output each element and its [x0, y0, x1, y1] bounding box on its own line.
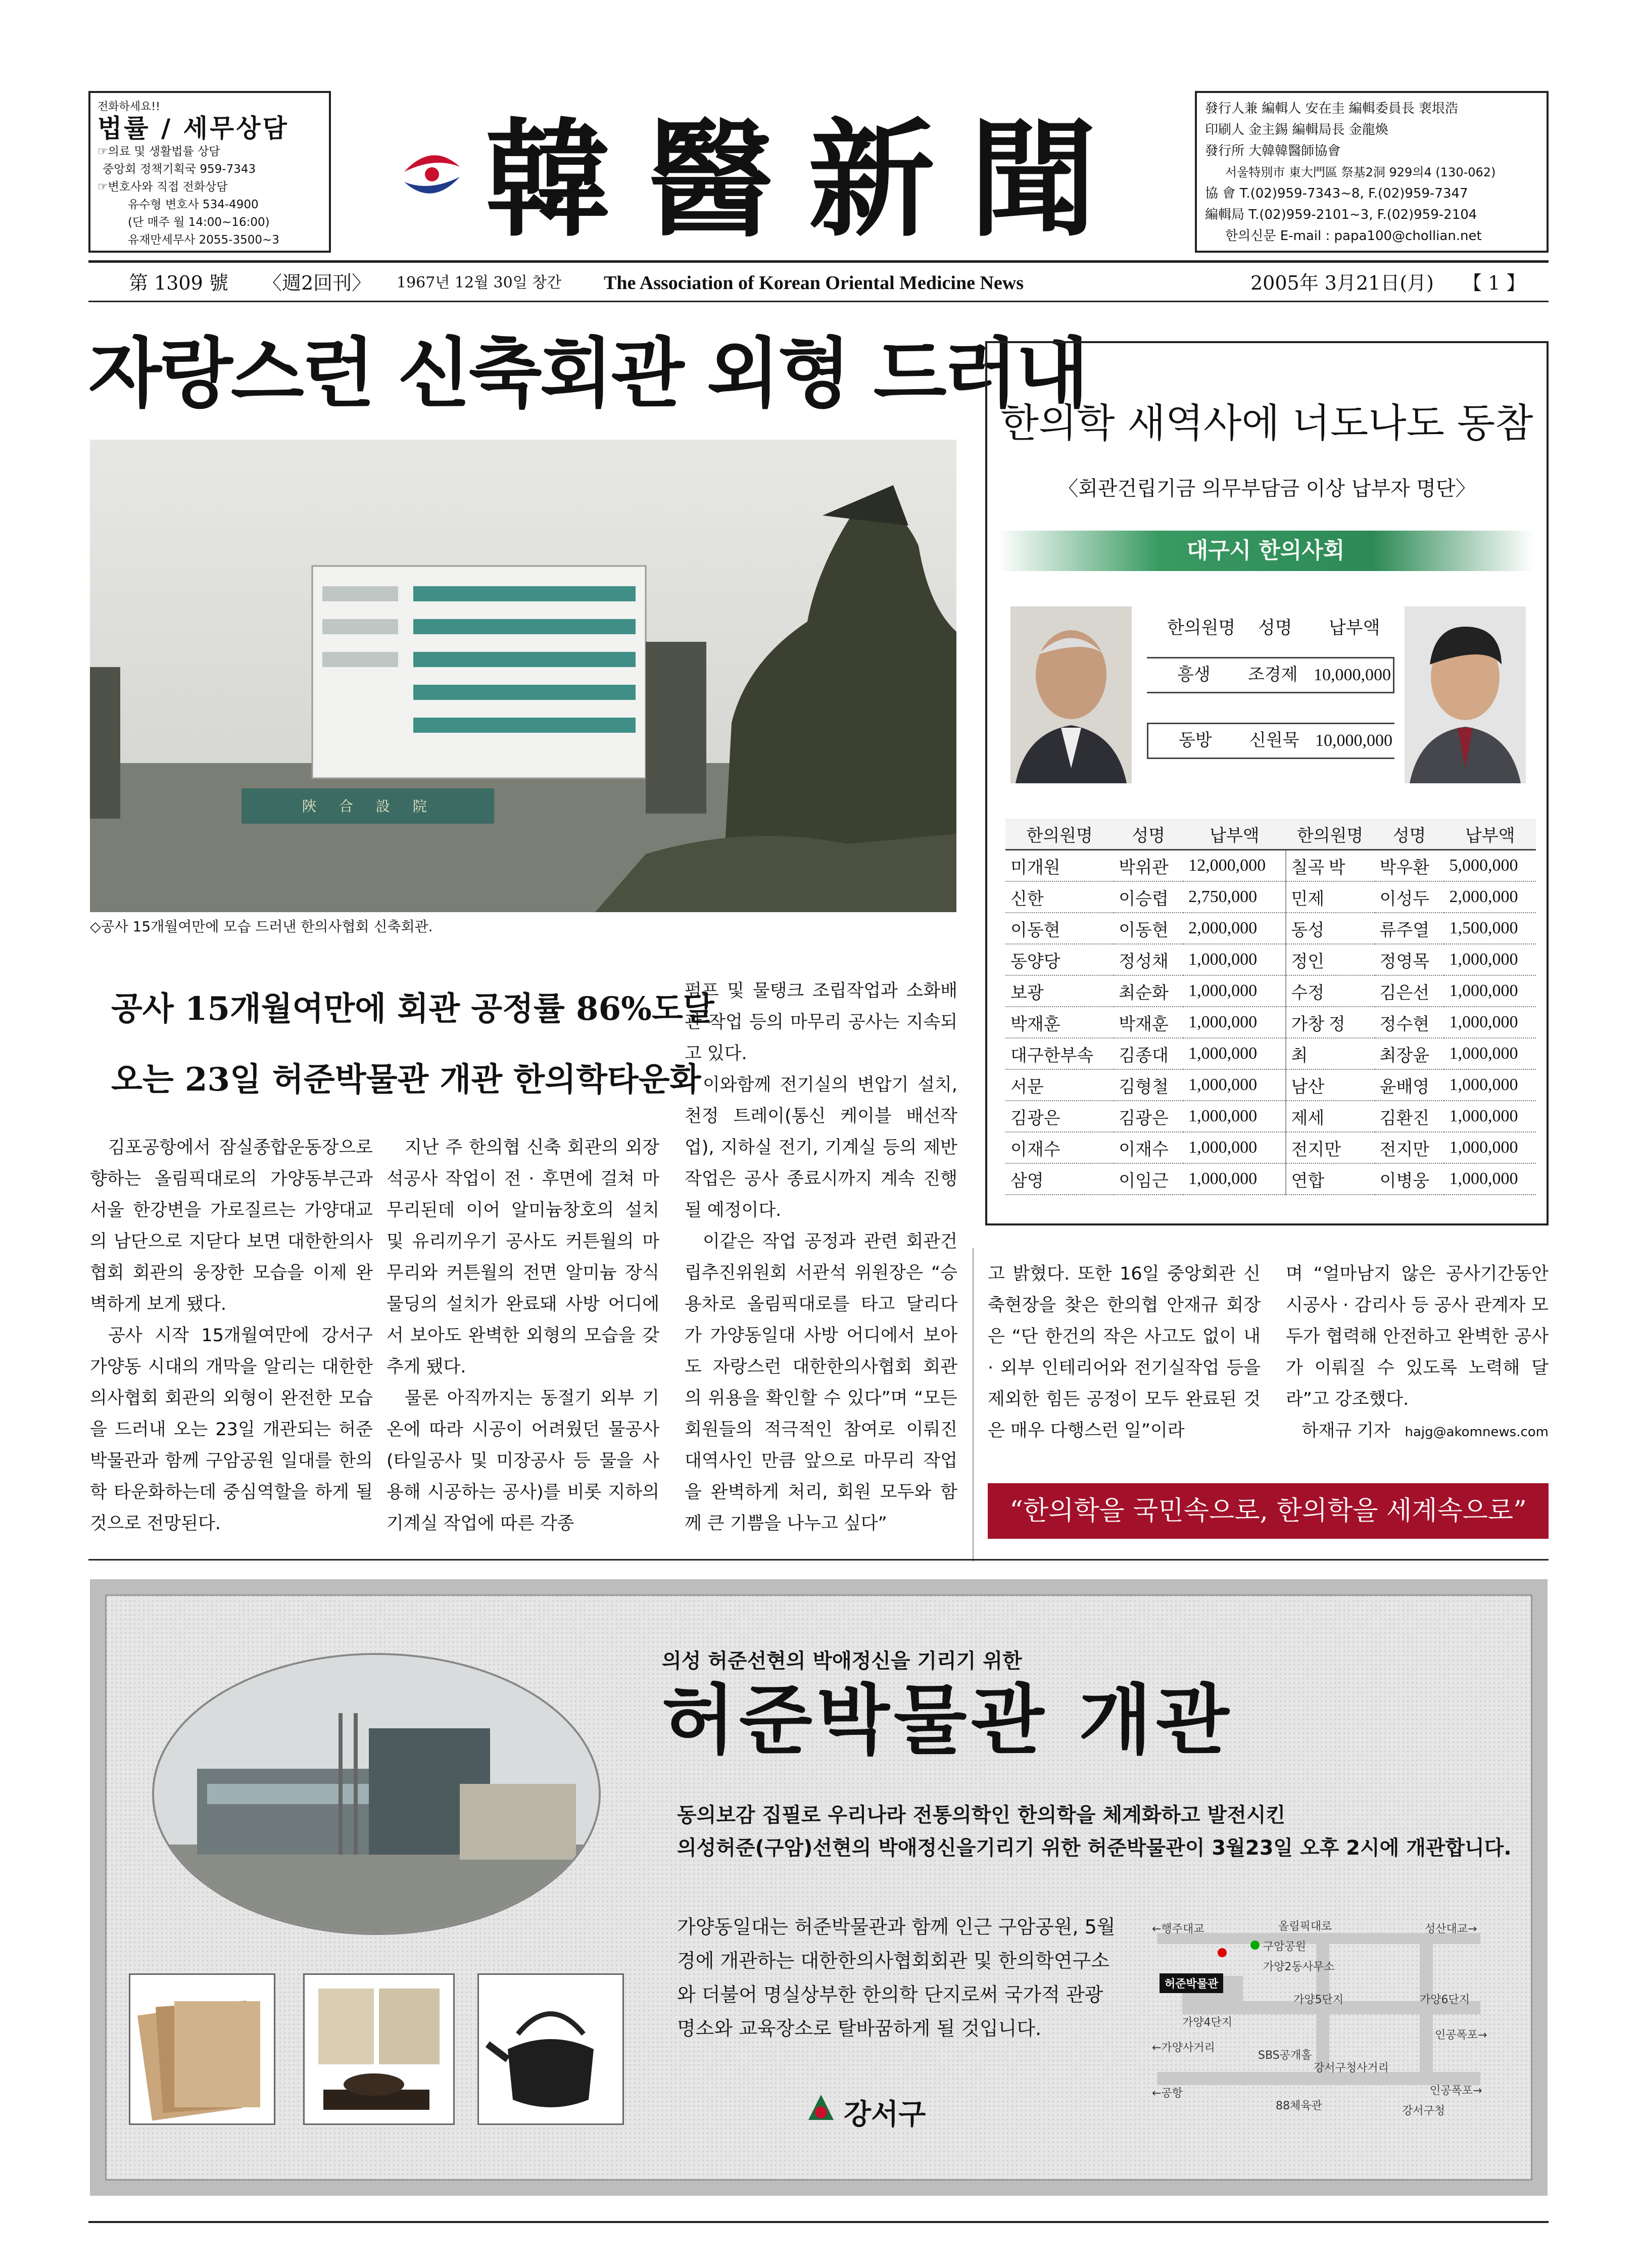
- table-cell: 류주열: [1375, 913, 1444, 944]
- table-row: [1005, 975, 1536, 1007]
- paragraph: 공사 시작 15개월여만에 강서구 가양동 시대의 개막을 알리는 대한한의사협회 회관의 외형이 완전한 모습을 드러내 오는 23일 개관되는 허준박물관과 함께 구암공원 일대를 한의학 타운화하는데 중심역할을 하게 될 것으로 전망된다.: [90, 1326, 373, 1534]
- map-road: [1420, 1935, 1433, 2082]
- artifact-kettle-photo: [477, 1973, 624, 2125]
- table-row: [1005, 1163, 1536, 1195]
- table-cell: 민제: [1286, 881, 1375, 913]
- column-rule: [973, 1248, 974, 1562]
- portrait-right: [1405, 606, 1526, 783]
- table-header-row: [1005, 819, 1536, 850]
- legend-amount: 10,000,000: [1314, 666, 1391, 684]
- table-cell: 1,000,000: [1183, 1132, 1285, 1163]
- table-cell: 5,000,000: [1444, 850, 1536, 882]
- donor-legend-row: [1147, 723, 1394, 759]
- publisher-line: 編輯局 T.(02)959-2101~3, F.(02)959-2104: [1205, 207, 1477, 222]
- page-bottom-rule: [88, 2221, 1549, 2223]
- table-cell: 1,000,000: [1444, 1069, 1536, 1101]
- table-cell: 최순화: [1114, 975, 1183, 1007]
- table-cell: 박우환: [1375, 850, 1444, 882]
- building-photo: [90, 440, 956, 912]
- map-label: 성산대교→: [1425, 1923, 1477, 1935]
- table-header: 한의원명: [1286, 819, 1375, 850]
- table-cell: 2,000,000: [1183, 913, 1285, 944]
- region-name: 대구시 한의사회: [1186, 538, 1345, 563]
- english-name: The Association of Korean Oriental Medicine News: [604, 272, 1024, 294]
- map-label: 가양6단지: [1420, 1994, 1470, 2006]
- lead-headline: 자랑스런 신축회관 외형 드러내: [88, 330, 1087, 418]
- table-cell: 동양당: [1005, 944, 1114, 975]
- lead-column-5: [1286, 1258, 1549, 1448]
- table-cell: 박재훈: [1005, 1007, 1114, 1038]
- table-cell: 정성채: [1114, 944, 1183, 975]
- table-cell: 이성두: [1375, 881, 1444, 913]
- map-pin-red-icon: [1218, 1948, 1227, 1957]
- lead-subhead-2: 오는 23일 허준박물관 개관 한의학타운화: [111, 1061, 701, 1099]
- slogan-banner: [988, 1483, 1549, 1539]
- table-cell: 이동현: [1114, 913, 1183, 944]
- map-label: 가양5단지: [1293, 1994, 1344, 2006]
- dateline-rule-bottom: [88, 301, 1549, 302]
- consult-line: ☞의료 및 생활법률 상담: [98, 145, 220, 158]
- table-cell: 1,000,000: [1183, 975, 1285, 1007]
- table-cell: 최장윤: [1375, 1038, 1444, 1069]
- table-row: [1005, 1132, 1536, 1163]
- table-header: 성명: [1375, 819, 1444, 850]
- lead-column-1: [90, 1132, 373, 1539]
- legend-name: 조경제: [1248, 666, 1298, 684]
- byline-name: 하재규 기자: [1301, 1421, 1390, 1441]
- dateline: [88, 265, 1549, 301]
- legend-header: 납부액: [1329, 618, 1380, 638]
- artifact-books-photo: [129, 1973, 275, 2125]
- ad-desc-1: 동의보감 집필로 우리나라 전통의학인 한의학을 체계화하고 발전시킨: [677, 1804, 1286, 1827]
- table-cell: 1,000,000: [1183, 1007, 1285, 1038]
- table-row: [1005, 850, 1536, 882]
- table-cell: 1,000,000: [1444, 975, 1536, 1007]
- consult-line: ☞변호사와 직접 전화상담: [98, 180, 228, 194]
- donor-subtitle: 〈회관건립기금 의무부담금 이상 납부자 명단〉: [1058, 477, 1476, 500]
- table-cell: 김광은: [1114, 1101, 1183, 1132]
- consult-note: 전화하세요!!: [98, 101, 160, 113]
- table-cell: 1,500,000: [1444, 913, 1536, 944]
- newspaper-title: 韓醫新聞: [485, 105, 1132, 254]
- table-cell: 이임근: [1114, 1163, 1183, 1195]
- donor-title: 한의학 새역사에 너도나도 동참: [1000, 401, 1533, 446]
- museum-photo: [152, 1652, 601, 1935]
- table-row: [1005, 913, 1536, 944]
- paragraph: 며 “얼마남지 않은 공사기간동안 시공사 · 감리사 등 공사 관계자 모두가 협력해 안전하고 완벽한 공사가 이뤄질 수 있도록 노력해 달라”고 강조했다.: [1286, 1264, 1549, 1409]
- lead-column-4: [988, 1258, 1261, 1446]
- table-cell: 박재훈: [1114, 1007, 1183, 1038]
- map-label: ←공항: [1152, 2087, 1183, 2100]
- table-cell: 박위관: [1114, 850, 1183, 882]
- table-row: [1005, 881, 1536, 913]
- ad-kicker: 의성 허준선현의 박애정신을 기리기 위한: [662, 1649, 1022, 1673]
- table-cell: 정인: [1286, 944, 1375, 975]
- legend-amount: 10,000,000: [1315, 731, 1392, 750]
- publisher-line: 發行所 大韓韓醫師協會: [1205, 144, 1341, 159]
- map-label: 가양2동사무소: [1263, 1961, 1335, 1973]
- table-cell: 대구한부속: [1005, 1038, 1114, 1069]
- donor-table: [1005, 819, 1536, 1195]
- legend-header: 성명: [1258, 618, 1292, 638]
- table-cell: 김환진: [1375, 1101, 1444, 1132]
- location-map: [1137, 1910, 1490, 2117]
- dateline-rule-top: [88, 260, 1549, 263]
- publisher-line: 協 會 T.(02)959-7343~8, F.(02)959-7347: [1205, 186, 1468, 201]
- issue-number: 第 1309 號: [129, 272, 228, 294]
- table-cell: 1,000,000: [1444, 1007, 1536, 1038]
- map-label: 강서구청사거리: [1314, 2062, 1389, 2074]
- ad-body-line: 가양동일대는 허준박물관과 함께 인근 구암공원, 5월: [677, 1916, 1116, 1938]
- map-label: 강서구청: [1402, 2105, 1445, 2117]
- table-cell: 남산: [1286, 1069, 1375, 1101]
- map-label: 인공폭포→: [1435, 2029, 1487, 2042]
- table-cell: 김은선: [1375, 975, 1444, 1007]
- publisher-line: 한의신문 E-mail : papa100@chollian.net: [1225, 228, 1482, 244]
- table-cell: 최: [1286, 1038, 1375, 1069]
- ad-title: 허준박물관 개관: [662, 1677, 1233, 1765]
- map-marker: [1160, 1973, 1223, 1993]
- byline: [1286, 1415, 1549, 1448]
- building-sign: 陜 合 設 院: [302, 798, 436, 815]
- map-label: ←가양사거리: [1152, 2042, 1215, 2054]
- ad-body-line: 명소와 교육장소로 탈바꿈하게 될 것입니다.: [677, 2017, 1042, 2040]
- table-cell: 12,000,000: [1183, 850, 1285, 882]
- legend-header: 한의원명: [1167, 618, 1236, 638]
- table-cell: 김종대: [1114, 1038, 1183, 1069]
- legend-clinic: 동방: [1179, 731, 1212, 750]
- page-number: 【 1 】: [1463, 272, 1526, 294]
- publisher-line: 發行人兼 編輯人 安在圭 編輯委員長 裵垠浩: [1205, 101, 1459, 116]
- table-cell: 정수현: [1375, 1007, 1444, 1038]
- table-header: 성명: [1114, 819, 1183, 850]
- table-cell: 보광: [1005, 975, 1114, 1007]
- paragraph: 이같은 작업 공정과 관련 회관건립추진위원회 서관석 위원장은 “승용차로 올림픽대로를 타고 달리다가 가양동일대 사방 어디에서 보아도 자랑스런 대한한의사협회 회관의 위용을 확인할 수 있다”며 “모든 회원들의 적극적인 참여로 이뤄진 대역사인 만큼 앞으로 마무리 작업을 완벽하게 처리, 회원 모두와 함께 큰 기쁨을 나누고 싶다”: [685, 1232, 957, 1534]
- newspaper-logo-icon: [394, 136, 470, 212]
- artifact-mortar-photo: [303, 1973, 455, 2125]
- table-cell: 가창 정: [1286, 1007, 1375, 1038]
- table-cell: 1,000,000: [1444, 1132, 1536, 1163]
- map-label: ←행주대교: [1152, 1923, 1204, 1935]
- table-cell: 김광은: [1005, 1101, 1114, 1132]
- table-cell: 1,000,000: [1444, 944, 1536, 975]
- table-header: 납부액: [1183, 819, 1285, 850]
- table-cell: 삼영: [1005, 1163, 1114, 1195]
- table-cell: 1,000,000: [1183, 1069, 1285, 1101]
- map-label: 올림픽대로: [1278, 1920, 1332, 1933]
- consult-box: [88, 91, 331, 253]
- consult-line: 유재만세무사 2055-3500~3: [128, 233, 279, 247]
- gangseo-logo-icon: [803, 2092, 839, 2128]
- paragraph: 이와함께 전기실의 변압기 설치, 천정 트레이(통신 케이블 배선작업), 지하실 전기, 기계실 등의 제반 작업은 공사 종료시까지 계속 진행될 예정이다.: [685, 1075, 957, 1220]
- photo-caption: ◇공사 15개월여만에 모습 드러낸 한의사협회 신축회관.: [90, 918, 433, 935]
- table-cell: 1,000,000: [1183, 1101, 1285, 1132]
- paragraph: 지난 주 한의협 신축 회관의 외장 석공사 작업이 전 · 후면에 걸쳐 마무리된데 이어 알미늄창호의 설치 및 유리끼우기 공사도 커튼월의 마무리와 커튼월의 전면 알미늄 장식 물딩의 설치가 완료돼 사방 어디에서 보아도 완벽한 외형의 모습을 갖추게 됐다.: [387, 1138, 659, 1377]
- section-rule: [88, 1559, 1549, 1561]
- ad-body: [677, 1910, 1116, 2046]
- issue-frequency: 〈週2回刊〉: [263, 272, 371, 294]
- publisher-line: 印刷人 金主錫 編輯局長 金龍煥: [1205, 122, 1388, 137]
- lead-column-2: [387, 1132, 659, 1539]
- table-cell: 전지만: [1375, 1132, 1444, 1163]
- publisher-line: 서울特別市 東大門區 祭基2洞 929의4 (130-062): [1225, 165, 1496, 179]
- lead-column-3: [685, 975, 957, 1539]
- legend-clinic: 흥생: [1177, 666, 1211, 684]
- legend-name: 신원묵: [1249, 731, 1299, 750]
- ad-desc-2: 의성허준(구암)선현의 박애정신을기리기 위한 허준박물관이 3월23일 오후 2시에 개관합니다.: [677, 1836, 1512, 1860]
- table-row: [1005, 1007, 1536, 1038]
- table-row: [1005, 944, 1536, 975]
- consult-line: 중앙회 정책기획국 959-7343: [103, 163, 256, 176]
- slogan-text: “한의학을 국민속으로, 한의학을 세계속으로”: [1009, 1496, 1527, 1526]
- portrait-left: [1010, 606, 1132, 783]
- table-header: 납부액: [1444, 819, 1536, 850]
- consult-line: (단 매주 월 14:00~16:00): [128, 216, 270, 229]
- table-cell: 이재수: [1114, 1132, 1183, 1163]
- table-cell: 이재수: [1005, 1132, 1114, 1163]
- paragraph: 펌프 및 물탱크 조립작업과 소화배관 작업 등의 마무리 공사는 지속되고 있다.: [685, 981, 957, 1064]
- map-label: SBS공개홀: [1258, 2049, 1312, 2062]
- donor-legend-row: [1147, 657, 1394, 693]
- map-label: 구암공원: [1263, 1941, 1307, 1953]
- ad-body-line: 와 더불어 명실상부한 한의학 단지로써 국가적 관광: [677, 1983, 1103, 2006]
- table-header: 한의원명: [1005, 819, 1114, 850]
- map-label: 88체육관: [1276, 2100, 1322, 2112]
- byline-email: hajg@akomnews.com: [1405, 1425, 1549, 1440]
- table-cell: 정영목: [1375, 944, 1444, 975]
- table-row: [1005, 1038, 1536, 1069]
- map-label: 가양4단지: [1182, 2016, 1233, 2029]
- paragraph: 물론 아직까지는 동절기 외부 기온에 따라 시공이 어려웠던 물공사(타일공사 및 미장공사 등 물을 사용해 시공하는 공사)를 비롯 지하의 기계실 작업에 따른 각종: [387, 1388, 659, 1534]
- paragraph: 김포공항에서 잠실종합운동장으로 향하는 올림픽대로의 가양동부근과 서울 한강변을 가로질르는 가양대교의 남단으로 지닫다 보면 대한한의사협회 회관의 웅장한 모습을 이제 완벽하게 보게 됐다.: [90, 1138, 373, 1314]
- table-cell: 이동현: [1005, 913, 1114, 944]
- table-cell: 1,000,000: [1183, 1038, 1285, 1069]
- founded-date: 1967년 12월 30일 창간: [397, 274, 562, 292]
- table-row: [1005, 1101, 1536, 1132]
- paragraph: 고 밝혔다. 또한 16일 중앙회관 신축현장을 찾은 한의협 안재규 회장은 “단 한건의 작은 사고도 없이 내 · 외부 인테리어와 전기실작업 등을 제외한 힘든 공정이 모두 완료된 것은 매우 다행스런 일”이라: [988, 1264, 1261, 1441]
- map-pin-green-icon: [1250, 1941, 1260, 1950]
- table-cell: 이승렵: [1114, 881, 1183, 913]
- lead-subhead-1: 공사 15개월여만에 회관 공정률 86%도달: [111, 990, 714, 1028]
- table-row: [1005, 1069, 1536, 1101]
- table-cell: 전지만: [1286, 1132, 1375, 1163]
- table-cell: 김형철: [1114, 1069, 1183, 1101]
- table-cell: 1,000,000: [1183, 1163, 1285, 1195]
- consult-line: 유수형 변호사 534-4900: [128, 198, 259, 211]
- table-cell: 칠곡 박: [1286, 850, 1375, 882]
- consult-title: 법률 / 세무상담: [98, 114, 289, 143]
- table-cell: 1,000,000: [1444, 1038, 1536, 1069]
- table-cell: 연합: [1286, 1163, 1375, 1195]
- ad-sponsor: 강서구: [844, 2098, 926, 2131]
- table-cell: 미개원: [1005, 850, 1114, 882]
- table-cell: 1,000,000: [1444, 1163, 1536, 1195]
- table-cell: 윤배영: [1375, 1069, 1444, 1101]
- ad-body-line: 경에 개관하는 대한한의사협회회관 및 한의학연구소: [677, 1950, 1110, 1972]
- issue-date: 2005年 3月21日(月): [1250, 272, 1434, 294]
- table-cell: 1,000,000: [1444, 1101, 1536, 1132]
- table-cell: 수정: [1286, 975, 1375, 1007]
- map-marker-label: 허준박물관: [1165, 1978, 1219, 1991]
- table-cell: 서문: [1005, 1069, 1114, 1101]
- table-cell: 2,000,000: [1444, 881, 1536, 913]
- table-cell: 1,000,000: [1183, 944, 1285, 975]
- map-label: 인공폭포→: [1430, 2085, 1482, 2097]
- table-cell: 이병웅: [1375, 1163, 1444, 1195]
- region-banner: [998, 531, 1533, 571]
- publisher-box: [1195, 91, 1549, 253]
- table-cell: 제세: [1286, 1101, 1375, 1132]
- table-cell: 동성: [1286, 913, 1375, 944]
- table-cell: 신한: [1005, 881, 1114, 913]
- table-cell: 2,750,000: [1183, 881, 1285, 913]
